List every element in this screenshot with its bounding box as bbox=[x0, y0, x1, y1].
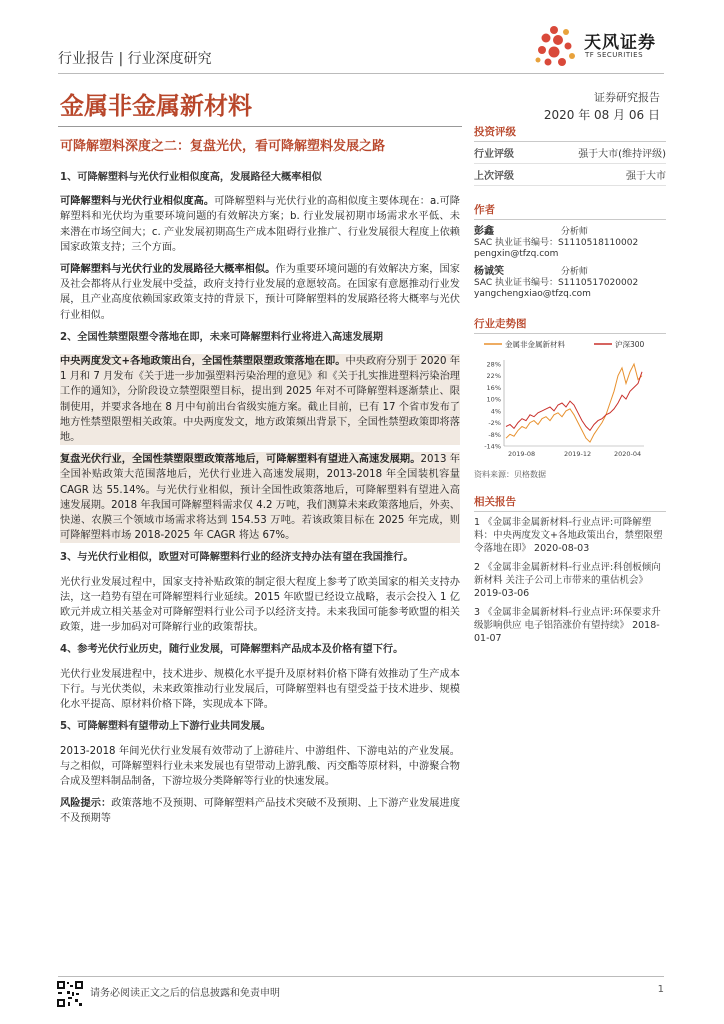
paragraph bbox=[60, 262, 460, 323]
paragraph-text: 可降解塑料与光伏行业的高相似度主要体现在：a.可降解塑料和光伏均为重要环境问题的有效解决方案；b. 行业发展初期市场需求水平低、未来潜在市场空间大；c. 产业发展初期高生产成本阻碍行业推广、行业发展很大程度上依赖国家政策支持；三个方面。 bbox=[60, 196, 460, 253]
trend-chart bbox=[474, 334, 666, 464]
section-heading: 2、全国性禁塑限塑令落地在即，未来可降解塑料行业将进入高速发展期 bbox=[60, 331, 383, 343]
paragraph bbox=[60, 194, 460, 255]
page-number: 1 bbox=[657, 984, 664, 995]
related-item-date: 2020-08-03 bbox=[534, 543, 590, 554]
related-item-title: 1 《金属非金属新材料-行业点评:可降解塑料：中央两度发文+各地政策出台，禁塑限塑令落地在即》 bbox=[474, 517, 663, 554]
authors-title: 作者 bbox=[474, 200, 666, 220]
paragraph bbox=[60, 575, 460, 636]
related-item-title: 3 《金属非金属新材料-行业点评:环保要求升级影响供应 电子铝箔涨价有望持续》 bbox=[474, 607, 661, 631]
author-cert: SAC 执业证书编号：S1110518110002 bbox=[474, 238, 639, 248]
series-line bbox=[506, 364, 642, 442]
y-tick-label: -8% bbox=[488, 430, 501, 439]
author-email[interactable]: pengxin@tfzq.com bbox=[474, 249, 559, 259]
paragraph-lead: 可降解塑料与光伏行业的发展路径大概率相似。 bbox=[60, 264, 276, 276]
footer-rule bbox=[58, 976, 664, 977]
related-item-date: 2019-03-06 bbox=[474, 588, 530, 599]
report-category: 行业报告 | 行业深度研究 bbox=[58, 51, 212, 67]
series-line bbox=[506, 372, 642, 431]
author-email[interactable]: yangchengxiao@tfzq.com bbox=[474, 289, 591, 299]
y-tick-label: 4% bbox=[490, 407, 501, 416]
author-name: 彭鑫 bbox=[474, 226, 494, 237]
risk-note bbox=[60, 796, 460, 826]
report-date: 2020 年 08 月 06 日 bbox=[543, 108, 660, 122]
paragraph bbox=[60, 667, 460, 713]
author-card bbox=[474, 226, 666, 260]
rating-title: 投资评级 bbox=[474, 122, 666, 142]
subtitle: 可降解塑料深度之二：复盘光伏，看可降解塑料发展之路 bbox=[60, 139, 386, 154]
related-title: 相关报告 bbox=[474, 492, 666, 512]
section-heading: 1、可降解塑料与光伏行业相似度高，发展路径大概率相似 bbox=[60, 172, 322, 183]
report-type: 证券研究报告 bbox=[594, 91, 660, 104]
related-item[interactable] bbox=[474, 516, 666, 555]
paragraph bbox=[60, 744, 460, 790]
y-tick-label: -14% bbox=[484, 442, 501, 451]
paragraph-lead: 复盘光伏行业，全国性禁塑限塑政策落地后，可降解塑料有望进入高速发展期。 bbox=[60, 454, 421, 466]
trend-title: 行业走势图 bbox=[474, 314, 666, 334]
related-list bbox=[474, 516, 666, 645]
header-rule bbox=[58, 73, 664, 74]
paragraph-lead: 中央两度发文+各地政策出台，全国性禁塑限塑政策落地在即。 bbox=[60, 356, 346, 368]
paragraph bbox=[60, 354, 460, 445]
paragraph-text: 光伏行业发展过程中，国家支持补贴政策的制定很大程度上参考了欧美国家的相关支持办法，这一趋势有望在可降解塑料行业延续。2015 年欧盟已经设立战略，表示会投入 1 亿欧元并成立相关基金对可降解塑料行业公司予以经济支持。未来我国可能参考欧盟的相关政策，进一步加码对可降解行业的政策帮扶。 bbox=[60, 576, 460, 634]
prev-rating-row bbox=[474, 164, 666, 186]
paragraph-text: 2013-2018 年间光伏行业发展有效带动了上游硅片、中游组件、下游电站的产业发展。与之相似，可降解塑料行业未来发展也有望带动上游乳酸、丙交酯等原材料，中游聚合物合成及塑料制品制备，下游垃圾分类降解等行业的快速发展。 bbox=[60, 745, 460, 787]
industry-rating-value: 强于大市(维持评级) bbox=[578, 149, 666, 160]
footer-disclaimer[interactable]: 请务必阅读正文之后的信息披露和免责申明 bbox=[90, 988, 280, 999]
legend-label: 金属非金属新材料 bbox=[505, 340, 565, 349]
y-tick-label: 16% bbox=[486, 383, 501, 392]
author-cert: SAC 执业证书编号：S1110517020002 bbox=[474, 278, 639, 288]
x-tick-label: 2019-08 bbox=[508, 450, 536, 458]
author-role: 分析师 bbox=[560, 267, 588, 277]
legend-label: 沪深300 bbox=[615, 340, 645, 349]
y-tick-label: 22% bbox=[486, 372, 501, 381]
related-item-title: 2 《金属非金属新材料-行业点评:科创板倾向新材料 关注子公司上市带来的重估机会》 bbox=[474, 562, 661, 586]
title-rule bbox=[58, 126, 462, 127]
paragraph-text: 2013 年全国补贴政策大范围落地后，光伏行业进入高速发展期，2013-2018 年全国装机容量 CAGR 达 55.14%。与光伏行业相似，预计全国性政策落地后，可降解塑料有望进入高速发展期。2018 年我国可降解塑料需求仅 4.2 万吨，我们测算未来政策落地后，外卖、快递、农膜三个领域市场需求将达到 154.53 万吨。若该政策目标在 2025 年完成，则可降解塑料市场 2018-2025 年 CAGR 将达 67%。 bbox=[60, 454, 460, 542]
y-tick-label: -2% bbox=[488, 419, 501, 428]
paragraph-text: 中央政府分别于 2020 年 1 月和 7 月发布《关于进一步加强塑料污染治理的意见》和《关于扎实推进塑料污染治理工作的通知》，分阶段设立禁塑限塑目标，提出到 2025 年对不可降解塑料逐渐禁止、限制使用，并要求各地在 8 月中旬前出台省级实施方案。截止目前，已有 17 个省市发布了地方性禁塑限塑相关政策。中央两度发文，地方政策频出背景下，全国性禁塑政策即将落地。 bbox=[60, 356, 460, 444]
paragraph bbox=[60, 452, 460, 543]
related-item-date: 2018-01-07 bbox=[474, 620, 660, 644]
section-heading: 4、参考光伏行业历史，随行业发展，可降解塑料产品成本及价格有望下行。 bbox=[60, 644, 404, 656]
risk-label: 风险提示： bbox=[60, 798, 112, 810]
y-tick-label: 10% bbox=[486, 395, 501, 404]
author-card bbox=[474, 266, 666, 300]
paragraph-lead: 可降解塑料与光伏行业相似度高。 bbox=[60, 196, 215, 208]
author-name: 杨诚笑 bbox=[474, 266, 504, 277]
sidebar bbox=[474, 122, 666, 651]
y-tick-label: 28% bbox=[486, 360, 501, 369]
brand-name-en: TF SECURITIES bbox=[585, 51, 644, 59]
related-item[interactable] bbox=[474, 606, 666, 645]
section-heading: 3、与光伏行业相似，欧盟对可降解塑料行业的经济支持办法有望在我国推行。 bbox=[60, 552, 414, 564]
paragraph-text: 光伏行业发展进程中，技术进步、规模化水平提升及原材料价格下降有效推动了生产成本下行。与光伏类似，未来政策推动行业发展后，可降解塑料也有望受益于技术进步、规模化水平提高、原材料价格下降，实现成本下降。 bbox=[60, 668, 460, 711]
industry-rating-label: 行业评级 bbox=[474, 149, 514, 160]
section-heading: 5、可降解塑料有望带动上下游行业共同发展。 bbox=[60, 721, 271, 733]
qr-code-icon bbox=[56, 980, 84, 1008]
prev-rating-value: 强于大市 bbox=[626, 171, 666, 182]
author-role: 分析师 bbox=[560, 227, 588, 237]
x-tick-label: 2019-12 bbox=[564, 450, 592, 458]
related-item[interactable] bbox=[474, 561, 666, 600]
prev-rating-label: 上次评级 bbox=[474, 171, 514, 182]
x-tick-label: 2020-04 bbox=[614, 450, 642, 458]
paragraph-text: 作为重要环境问题的有效解决方案，国家及社会都将从行业发展中受益，政府支持行业发展的意愿较高。在国家有意愿推动行业发展，且产业高度依赖国家政策支持的背景下，预计可降解塑料的发展路径将大概率与光伏行业相似。 bbox=[60, 264, 460, 321]
industry-rating-row bbox=[474, 142, 666, 164]
chart-source: 资料来源：贝格数据 bbox=[474, 470, 546, 479]
brand-name: 天风证券 bbox=[584, 33, 656, 53]
report-body bbox=[60, 170, 460, 834]
headline: 金属非金属新材料 bbox=[60, 92, 252, 120]
risk-text: 政策落地不及预期、可降解塑料产品技术突破不及预期、上下游产业发展进度不及预期等 bbox=[60, 798, 461, 825]
